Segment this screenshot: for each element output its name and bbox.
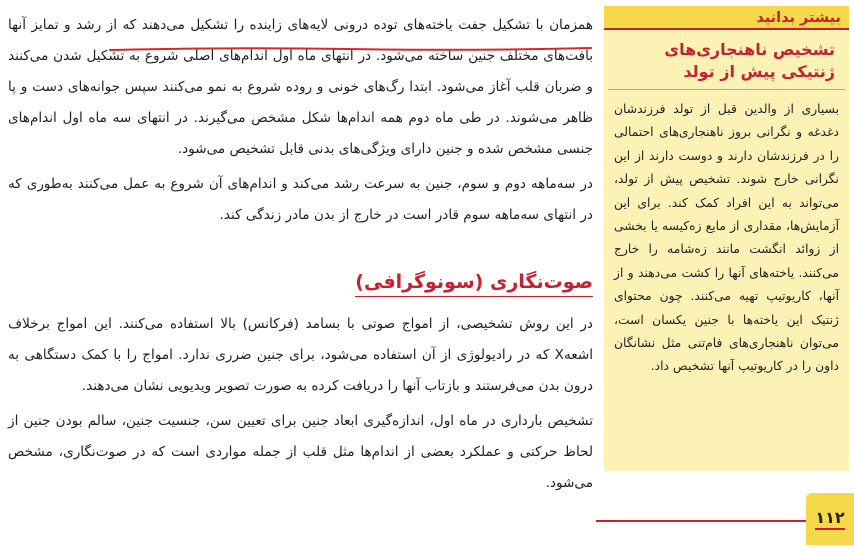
section-title-sonography [8,269,593,295]
paragraph-second-third-trimester: در سه‌ماهه دوم و سوم، جنین به سرعت رشد می‌کند و اندام‌های آن شروع به عمل می‌کنند به‌طوری که در انتهای سه‌ماهه سوم قادر است در خارج از بدن مادر زندگی کند. [8,176,593,223]
section-title-text: صوت‌نگاری (سونوگرافی) [355,271,593,297]
paragraph-sonography-method: در این روش تشخیصی، از امواج صوتی با بسامد (فرکانس) بالا استفاده می‌کنند. این امواج برخلاف اشعهX که در رادیولوژی از آن استفاده می‌شود، برای جنین ضرری ندارد. امواج را با کمک دستگاهی به درون بدن می‌فرستند و بازتاب آنها را دریافت کرده به صورت تصویر ویدیویی نشان می‌دهند. [8,316,593,394]
sidebar-title: تشخیص ناهنجاری‌های ژنتیکی پیش از تولد [608,30,845,90]
paragraph-sonography-uses: تشخیص بارداری در ماه اول، اندازه‌گیری ابعاد جنین برای تعیین سن، جنسیت جنین، سالم بودن جنین از لحاظ حرکتی و عملکرد بعضی از اندام‌ها مثل قلب از جمله مواردی است که در صوت‌نگاری، مشخص می‌شود. [8,413,593,491]
handwritten-underline [108,44,593,54]
sidebar-box [604,6,849,471]
sidebar-body: بسیاری از والدین قبل از تولد فرزندشان دغدغه و نگرانی بروز ناهنجاری‌های احتمالی را در فرزندشان دارند و دوست دارند از این نگرانی خارج شوند. تشخیص پیش از تولد، می‌تواند به این افراد کمک کند. برای این آزمایش‌ها، مقداری از مایع زه‌کیسه یا بخشی از زوائد انگشت مانند زه‌شامه را خارج می‌کنند. یاخته‌های آنها را کشت می‌دهند و از آنها، کاریوتیپ تهیه می‌کنند. چون محتوای ژنتیک این یاخته‌ها با جنین یکسان است، می‌توان ناهنجاری‌های فام‌تنی مثل نشانگان داون را در کاریوتیپ آنها تشخیص داد. [614,102,839,374]
page-number-badge [806,493,854,545]
page-number: ۱۱۲ [815,508,844,530]
sidebar-header: بیشتر بدانید [604,6,849,30]
paragraph-embryo-development: همزمان با تشکیل جفت یاخته‌های توده درونی لایه‌های زاینده را تشکیل می‌دهند که از رشد و تمایز آنها بافت‌های مختلف جنین ساخته می‌شود. در انتهای ماه اول اندام‌های اصلی شروع به تشکیل شدن می‌کنند و ضربان قلب آغاز می‌شود. ابتدا رگ‌های خونی و روده شروع به نمو می‌کنند سپس جوانه‌های دست و پا ظاهر می‌شوند. در طی ماه دوم همه اندام‌ها شکل مشخص می‌گیرند. در انتهای سه ماه اول اندام‌های جنسی مشخص شده و جنین دارای ویژگی‌های بدنی قابل تشخیص می‌شود. [8,17,593,157]
footer-rule [596,520,808,522]
main-content [8,10,593,540]
